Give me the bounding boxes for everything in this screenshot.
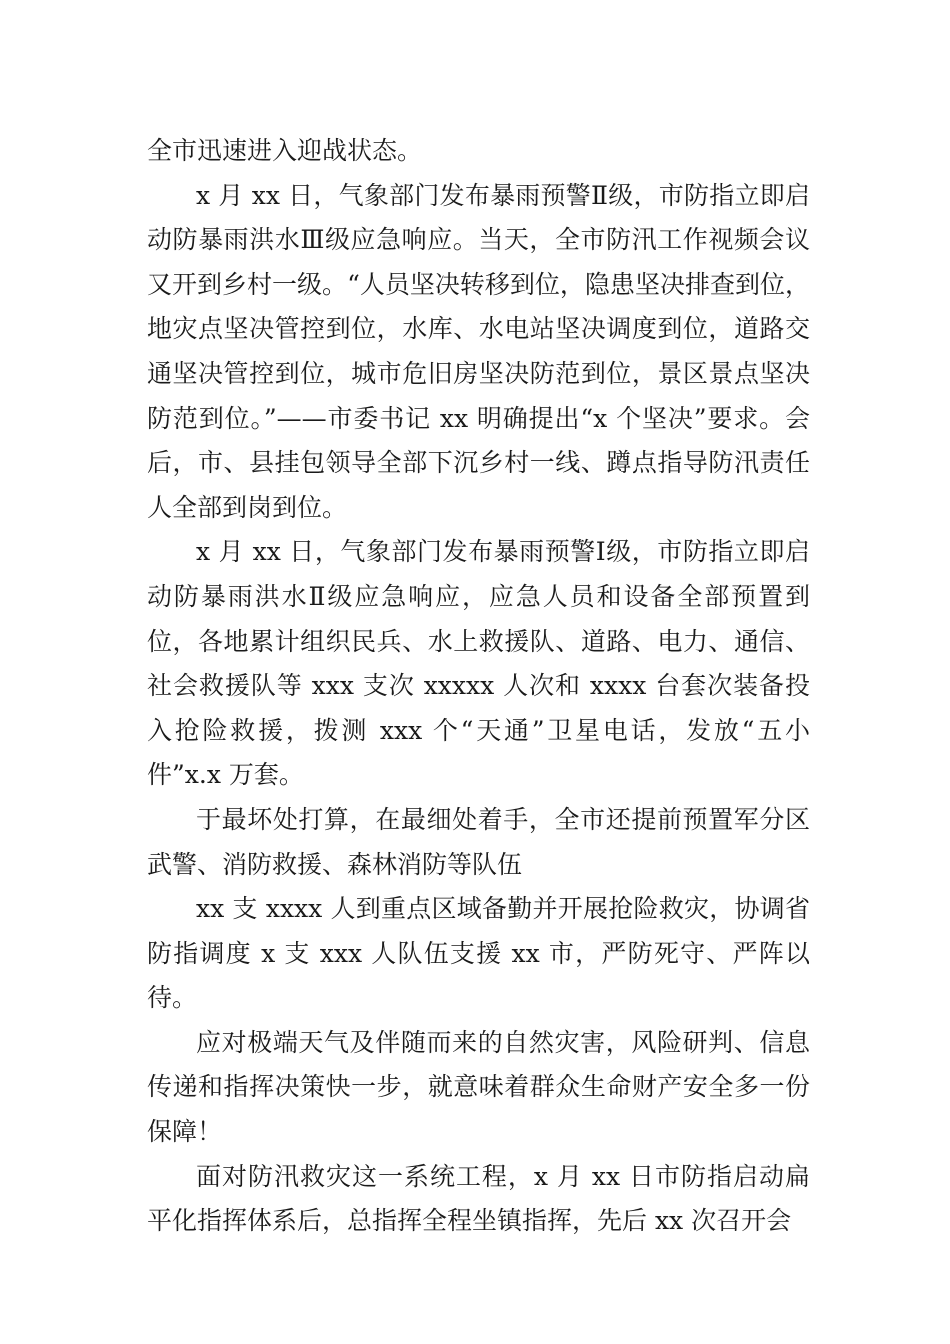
- paragraph-2: x 月 xx 日，气象部门发布暴雨预警Ⅱ级，市防指立即启动防暴雨洪水Ⅲ级应急响应。当天，全市防汛工作视频会议又开到乡村一级。“人员坚决转移到位，隐患坚决排查到位，地灾点坚决管控到位，水库、水电站坚决调度到位，道路交通坚决管控到位，城市危旧房坚决防范到位，景区景点坚决防范到位。”——市委书记 xx 明确提出“x 个坚决”要求。会后，市、县挂包领导全部下沉乡村一线、蹲点指导防汛责任人全部到岗到位。: [147, 180, 810, 522]
- paragraph-3: x 月 xx 日，气象部门发布暴雨预警Ⅰ级，市防指立即启动防暴雨洪水Ⅱ级应急响应，应急人员和设备全部预置到位，各地累计组织民兵、水上救援队、道路、电力、通信、社会救援队等 xxx 支次 xxxxx 人次和 xxxx 台套次装备投入抢险救援，拨测 xxx 个“天通”卫星电话，发放“五小件”x.x 万套。: [147, 537, 810, 790]
- paragraph-7: 面对防汛救灾这一系统工程，x 月 xx 日市防指启动扁平化指挥体系后，总指挥全程坐镇指挥，先后 xx 次召开会: [147, 1161, 810, 1236]
- paragraph-4: 于最坏处打算，在最细处着手，全市还提前预置军分区武警、消防救援、森林消防等队伍: [147, 804, 810, 879]
- paragraph-5: xx 支 xxxx 人到重点区域备勤并开展抢险救灾，协调省防指调度 x 支 xxx 人队伍支援 xx 市，严防死守、严阵以待。: [147, 894, 810, 1013]
- paragraph-1: 全市迅速进入迎战状态。: [147, 136, 423, 165]
- paragraph-6: 应对极端天气及伴随而来的自然灾害，风险研判、信息传递和指挥决策快一步，就意味着群众生命财产安全多一份保障！: [147, 1027, 810, 1147]
